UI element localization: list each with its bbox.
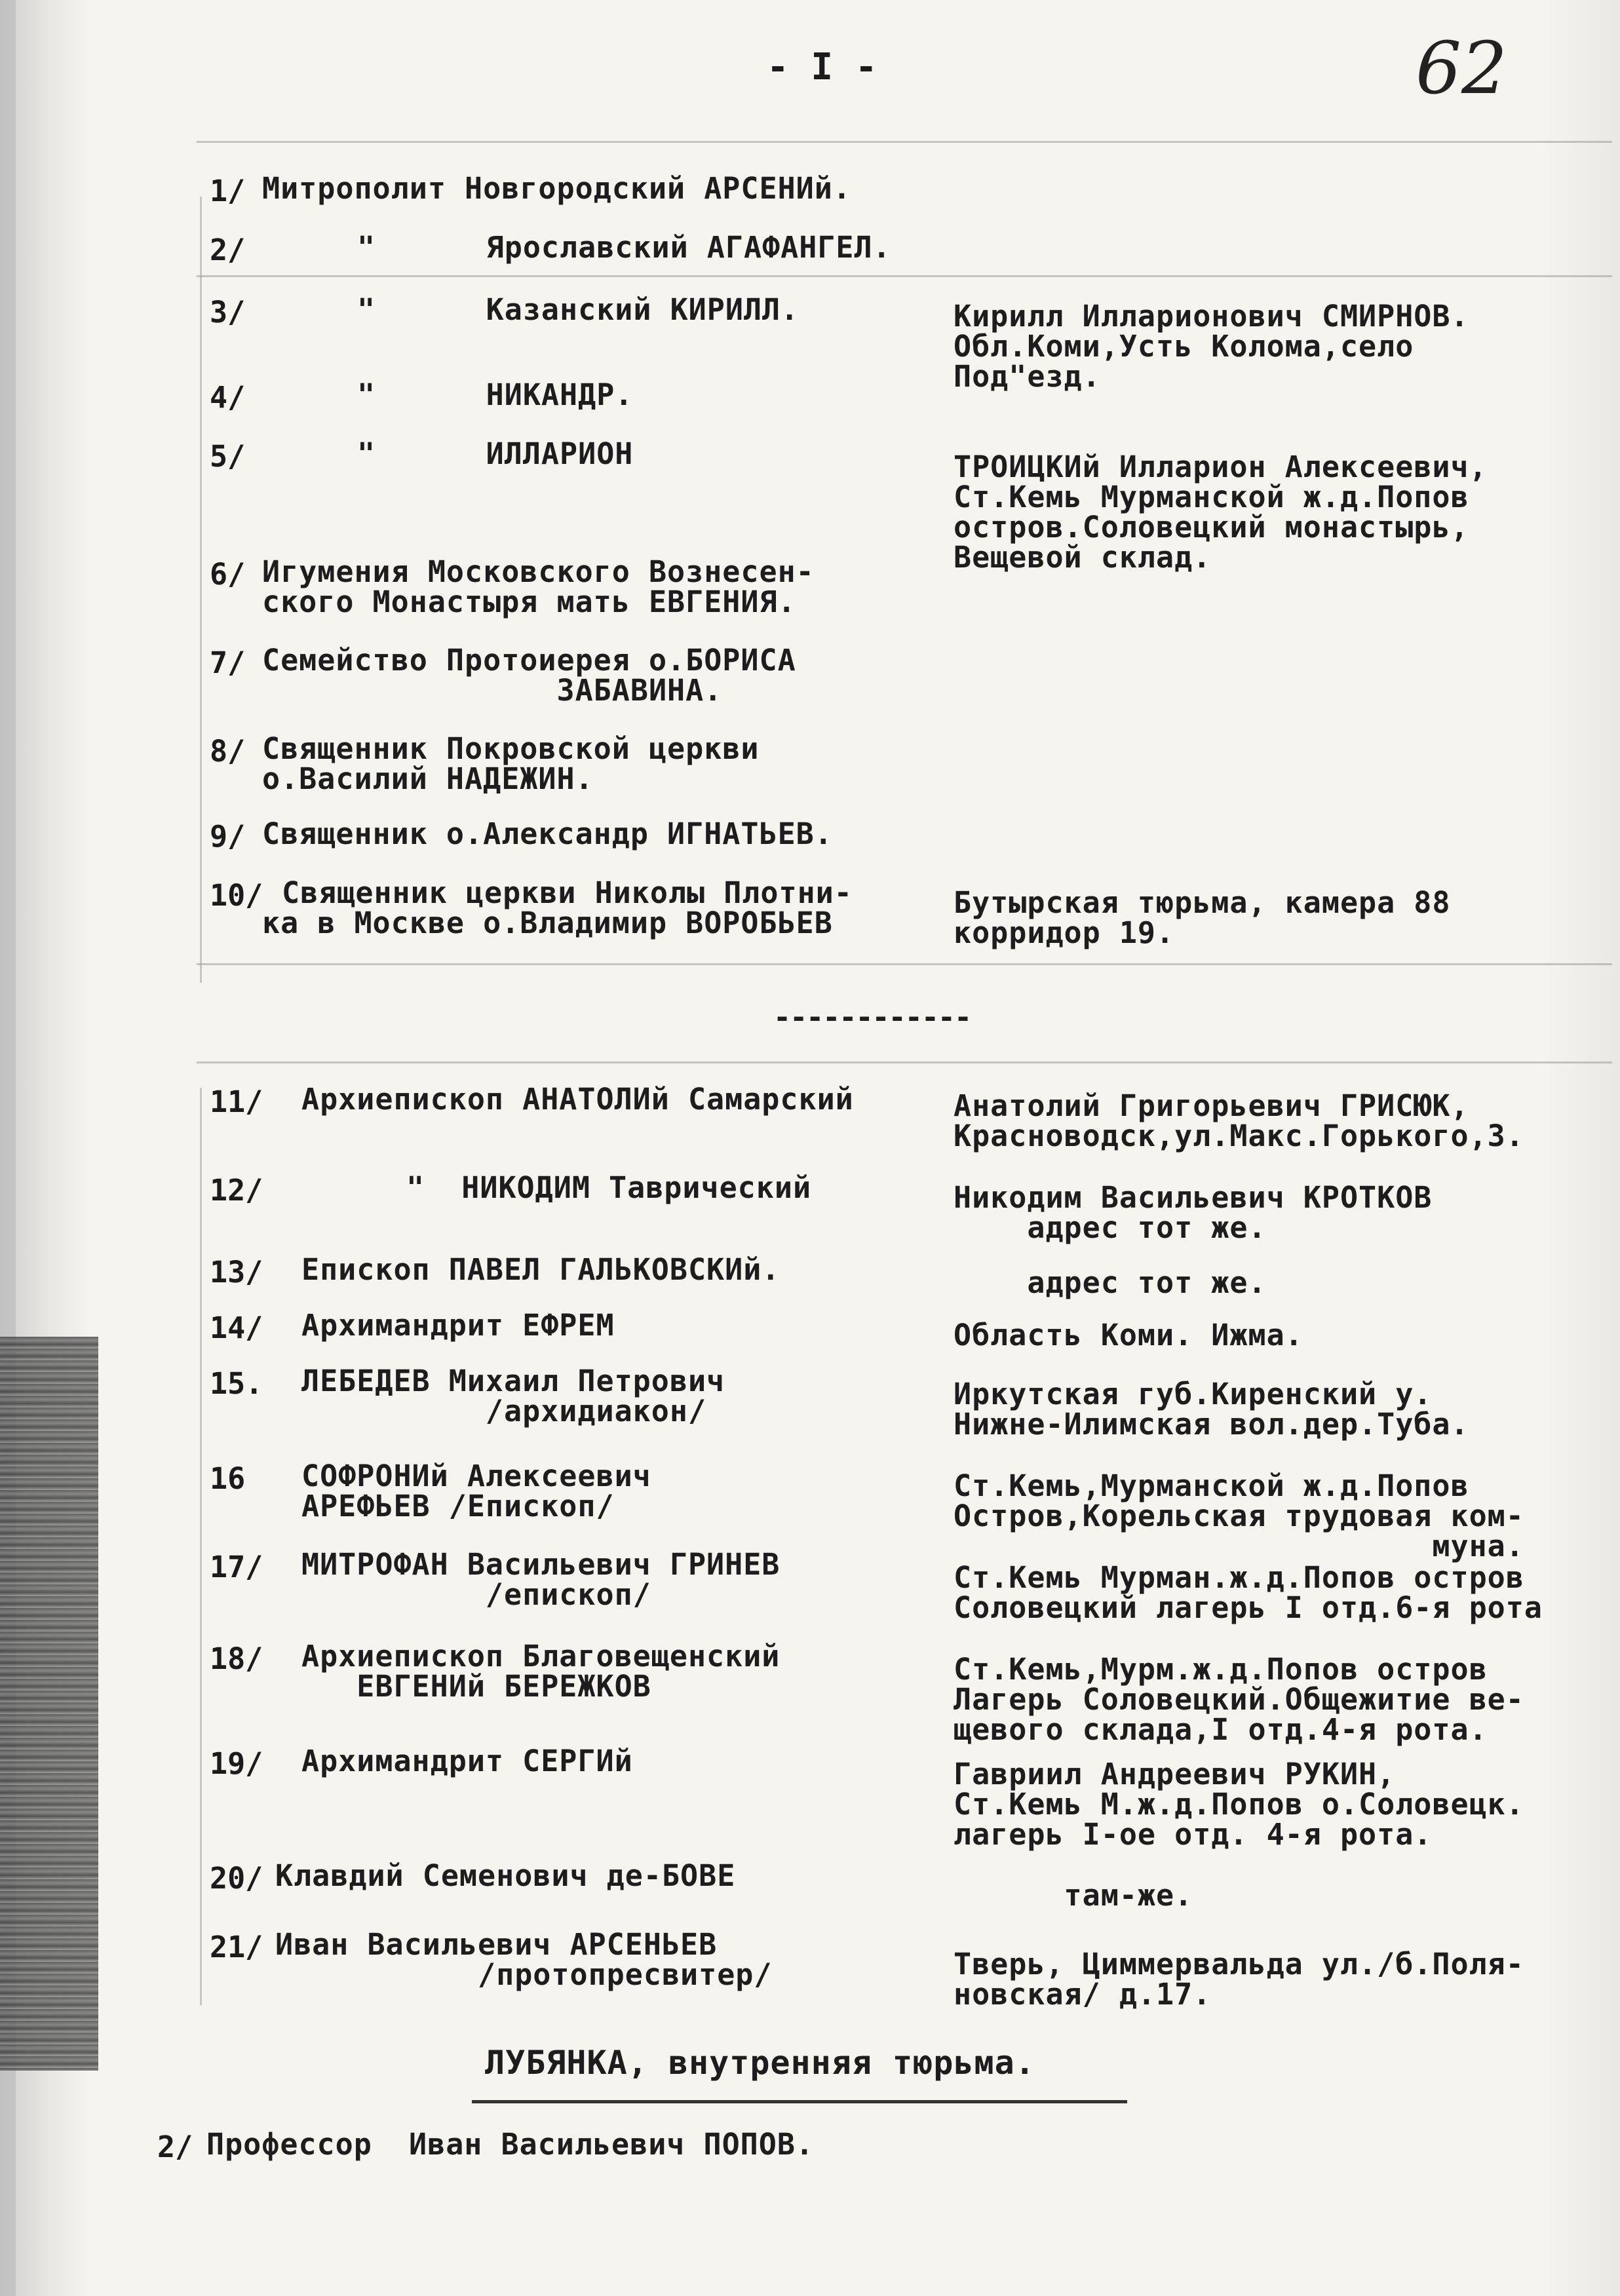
entry-number: 21/ [210, 1930, 263, 1964]
entry-name: Архиепископ АНАТОЛИй Самарский [301, 1082, 854, 1117]
entry-address-line: корридор 19. [954, 915, 1175, 950]
entry-name: Профессор Иван Васильевич ПОПОВ. [206, 2127, 815, 2162]
entry-name-line: Архиепископ Благовещенский [301, 1639, 781, 1674]
entry-address-line: Ст.Кемь Мурманской ж.д.Попов [954, 480, 1469, 514]
entry-address-line: лагерь I-ое отд. 4-я рота. [954, 1817, 1433, 1852]
entry-name: Митрополит Новгородский АРСЕНИй. [262, 171, 851, 206]
separator-dashes: ------------ [773, 1000, 971, 1035]
entry-address-line: Анатолий Григорьевич ГРИСЮК, [954, 1088, 1469, 1123]
page-edge-stain [0, 1337, 98, 2071]
entry-name: Епископ ПАВЕЛ ГАЛЬКОВСКИй. [301, 1252, 781, 1287]
entry-address-line: новская/ д.17. [954, 1977, 1212, 2012]
entry-number: 15. [210, 1366, 263, 1401]
entry-address-line: адрес тот же. [954, 1265, 1267, 1300]
entry-address-line: Лагерь Соловецкий.Общежитие ве- [954, 1682, 1524, 1717]
entry-name: " ИЛЛАРИОН [357, 436, 634, 471]
entry-name: Архимандрит СЕРГИй [301, 1744, 633, 1778]
ruled-line [197, 141, 1612, 143]
entry-name: Архимандрит ЕФРЕМ [301, 1308, 615, 1343]
entry-number: 17/ [210, 1550, 263, 1584]
entry-address-line: Красноводск,ул.Макс.Горького,3. [954, 1119, 1524, 1153]
ruled-line-vertical [200, 1088, 202, 2005]
entry-address-line: адрес тот же. [954, 1210, 1267, 1245]
ruled-line [197, 275, 1612, 277]
entry-name-line: ЗАБАВИНА. [262, 673, 723, 708]
entry-name: " Ярославский АГАФАНГЕЛ. [357, 230, 891, 265]
entry-address-line: остров.Соловецкий монастырь, [954, 510, 1469, 545]
entry-name-line: /протопресвитер/ [275, 1957, 773, 1992]
entry-number: 5/ [210, 439, 246, 474]
entry-name-line: ского Монастыря мать ЕВГЕНИЯ. [262, 584, 796, 619]
entry-number: 16 [210, 1461, 246, 1496]
entry-name: " НИКАНДР. [357, 377, 634, 412]
entry-name-line: ЕВГЕНИй БЕРЕЖКОВ [301, 1669, 651, 1704]
heading-underline [472, 2100, 1127, 2103]
entry-address-line: Область Коми. Ижма. [954, 1318, 1303, 1352]
entry-name-line: МИТРОФАН Васильевич ГРИНЕВ [301, 1547, 781, 1582]
entry-name: Священник о.Александр ИГНАТЬЕВ. [262, 816, 833, 851]
entry-address-line: ТРОИЦКИй Илларион Алексеевич, [954, 450, 1488, 484]
entry-address-line: Остров,Корельская трудовая ком- [954, 1499, 1524, 1533]
entry-address-line: Обл.Коми,Усть Колома,село [954, 329, 1414, 364]
entry-name-line: Священник Покровской церкви [262, 731, 760, 766]
entry-number: 18/ [210, 1641, 263, 1676]
entry-address-line: Тверь, Циммервальда ул./б.Поля- [954, 1947, 1524, 1981]
entry-address-line: Иркутская губ.Киренский у. [954, 1377, 1433, 1411]
entry-name-line: ЛЕБЕДЕВ Михаил Петрович [301, 1364, 725, 1398]
entry-number: 2/ [210, 233, 246, 267]
entry-name-line: АРЕФЬЕВ /Епископ/ [301, 1489, 615, 1523]
handwritten-folio-number: 62 [1416, 26, 1507, 110]
entry-address-line: Никодим Васильевич КРОТКОВ [954, 1180, 1433, 1215]
entry-number: 13/ [210, 1255, 263, 1290]
section-heading: ЛУБЯНКА, внутренняя тюрьма. [485, 2044, 1035, 2082]
entry-number: 20/ [210, 1861, 263, 1896]
entry-number: 10/ [210, 878, 263, 913]
entry-name-line: /епископ/ [301, 1577, 651, 1612]
entry-address-line: Гавриил Андреевич РУКИН, [954, 1757, 1396, 1791]
entry-address-line: Ст.Кемь,Мурм.ж.д.Попов остров [954, 1652, 1488, 1687]
ruled-line-vertical [200, 197, 202, 983]
entry-number: 7/ [210, 645, 246, 680]
entry-address-line: Вещевой склад. [954, 540, 1212, 575]
entry-name-line: Священник церкви Николы Плотни- [282, 875, 853, 910]
entry-number: 6/ [210, 557, 246, 592]
entry-address-line: там-же. [954, 1878, 1193, 1913]
entry-name-line: СОФРОНИй Алексеевич [301, 1459, 651, 1493]
entry-name: " НИКОДИМ Таврический [406, 1170, 812, 1205]
entry-address-line: щевого склада,I отд.4-я рота. [954, 1712, 1488, 1747]
entry-name-line: Иван Васильевич АРСЕНЬЕВ [275, 1927, 718, 1962]
ruled-line [197, 1062, 1612, 1063]
entry-name-line: о.Василий НАДЕЖИН. [262, 761, 594, 796]
entry-address-line: Ст.Кемь М.ж.д.Попов о.Соловецк. [954, 1787, 1524, 1822]
entry-name-line: Игумения Московского Вознесен- [262, 554, 815, 589]
entry-number: 19/ [210, 1746, 263, 1781]
entry-number: 1/ [210, 174, 246, 208]
ruled-line [197, 963, 1612, 965]
entry-name-line: ка в Москве о.Владимир ВОРОБЬЕВ [262, 906, 833, 940]
entry-address-line: муна. [954, 1529, 1524, 1563]
entry-name-line: /архидиакон/ [301, 1394, 707, 1428]
entry-name-line: Семейство Протоиерея о.БОРИСА [262, 643, 796, 678]
entry-number: 14/ [210, 1311, 263, 1345]
entry-number: 12/ [210, 1173, 263, 1208]
entry-address-line: Соловецкий лагерь I отд.6-я рота [954, 1590, 1543, 1625]
page-number: - I - [767, 46, 878, 88]
entry-address-line: Ст.Кемь,Мурманской ж.д.Попов [954, 1468, 1469, 1503]
entry-address-line: Бутырская тюрьма, камера 88 [954, 885, 1451, 920]
entry-address-line: Ст.Кемь Мурман.ж.д.Попов остров [954, 1560, 1524, 1595]
entry-number: 8/ [210, 734, 246, 769]
entry-address-line: Кирилл Илларионович СМИРНОВ. [954, 299, 1469, 334]
entry-number: 3/ [210, 295, 246, 330]
entry-address-line: Нижне-Илимская вол.дер.Туба. [954, 1407, 1469, 1442]
entry-number: 9/ [210, 819, 246, 854]
entry-number: 11/ [210, 1084, 263, 1119]
entry-name: Клавдий Семенович де-БОВЕ [275, 1858, 736, 1893]
entry-number: 4/ [210, 380, 246, 415]
entry-name: " Казанский КИРИЛЛ. [357, 292, 800, 327]
entry-number: 2/ [157, 2130, 193, 2164]
entry-address-line: Под"езд. [954, 359, 1101, 394]
